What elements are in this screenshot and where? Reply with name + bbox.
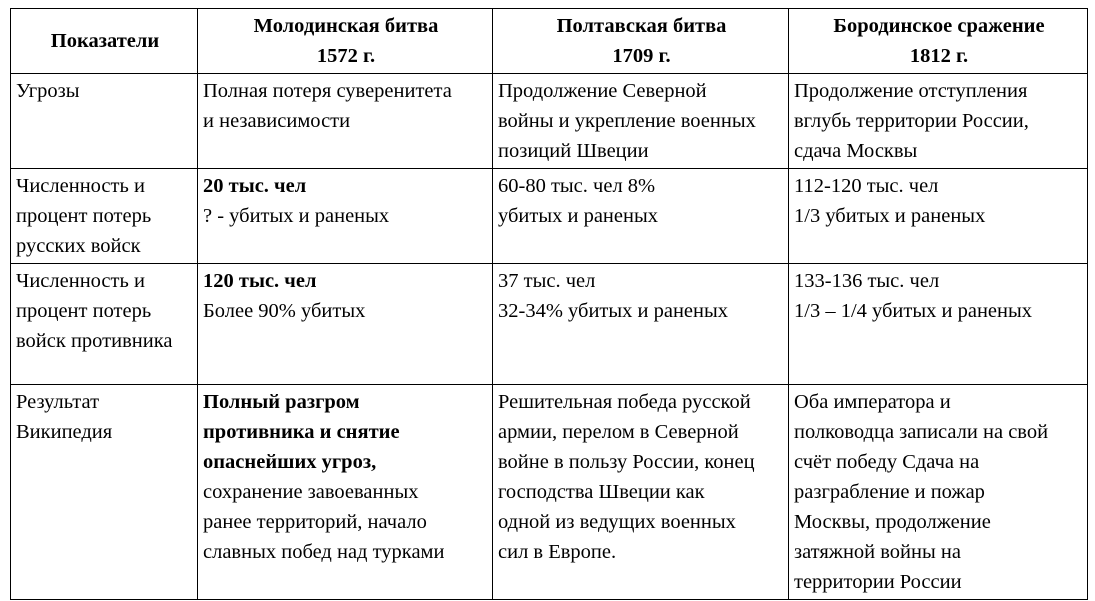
threats-molodi: Полная потеря суверенитета и независимости bbox=[198, 74, 493, 169]
enemy-forces-molodi: 120 тыс. чел Более 90% убитых bbox=[198, 264, 493, 385]
row-russian-forces bbox=[11, 169, 1088, 264]
header-row bbox=[11, 9, 1088, 74]
result-label: Результат Википедия bbox=[11, 385, 198, 600]
header-poltava: Полтавская битва 1709 г. bbox=[493, 9, 789, 74]
row-result bbox=[11, 385, 1088, 600]
threats-poltava: Продолжение Северной войны и укрепление военных позиций Швеции bbox=[493, 74, 789, 169]
header-molodi: Молодинская битва 1572 г. bbox=[198, 9, 493, 74]
result-molodi: Полный разгром противника и снятие опаснейших угроз, сохранение завоеванных ранее территорий, начало славных побед над турками bbox=[198, 385, 493, 600]
result-poltava: Решительная победа русской армии, перелом в Северной войне в пользу России, конец господства Швеции как одной из ведущих военных сил в Европе. bbox=[493, 385, 789, 600]
threats-label: Угрозы bbox=[11, 74, 198, 169]
row-threats bbox=[11, 74, 1088, 169]
threats-borodino: Продолжение отступления вглубь территории России, сдача Москвы bbox=[789, 74, 1088, 169]
russian-forces-poltava: 60-80 тыс. чел 8% убитых и раненых bbox=[493, 169, 789, 264]
result-borodino: Оба императора и полководца записали на свой счёт победу Сдача на разграбление и пожар Москвы, продолжение затяжной войны на территории России bbox=[789, 385, 1088, 600]
russian-forces-label: Численность и процент потерь русских войск bbox=[11, 169, 198, 264]
enemy-forces-borodino: 133-136 тыс. чел 1/3 – 1/4 убитых и раненых bbox=[789, 264, 1088, 385]
enemy-forces-poltava: 37 тыс. чел 32-34% убитых и раненых bbox=[493, 264, 789, 385]
russian-forces-molodi: 20 тыс. чел ? - убитых и раненых bbox=[198, 169, 493, 264]
enemy-forces-label: Численность и процент потерь войск противника bbox=[11, 264, 198, 385]
header-borodino: Бородинское сражение 1812 г. bbox=[789, 9, 1088, 74]
row-enemy-forces bbox=[11, 264, 1088, 385]
battles-comparison-table bbox=[10, 8, 1088, 600]
russian-forces-borodino: 112-120 тыс. чел 1/3 убитых и раненых bbox=[789, 169, 1088, 264]
header-indicators: Показатели bbox=[11, 9, 198, 74]
